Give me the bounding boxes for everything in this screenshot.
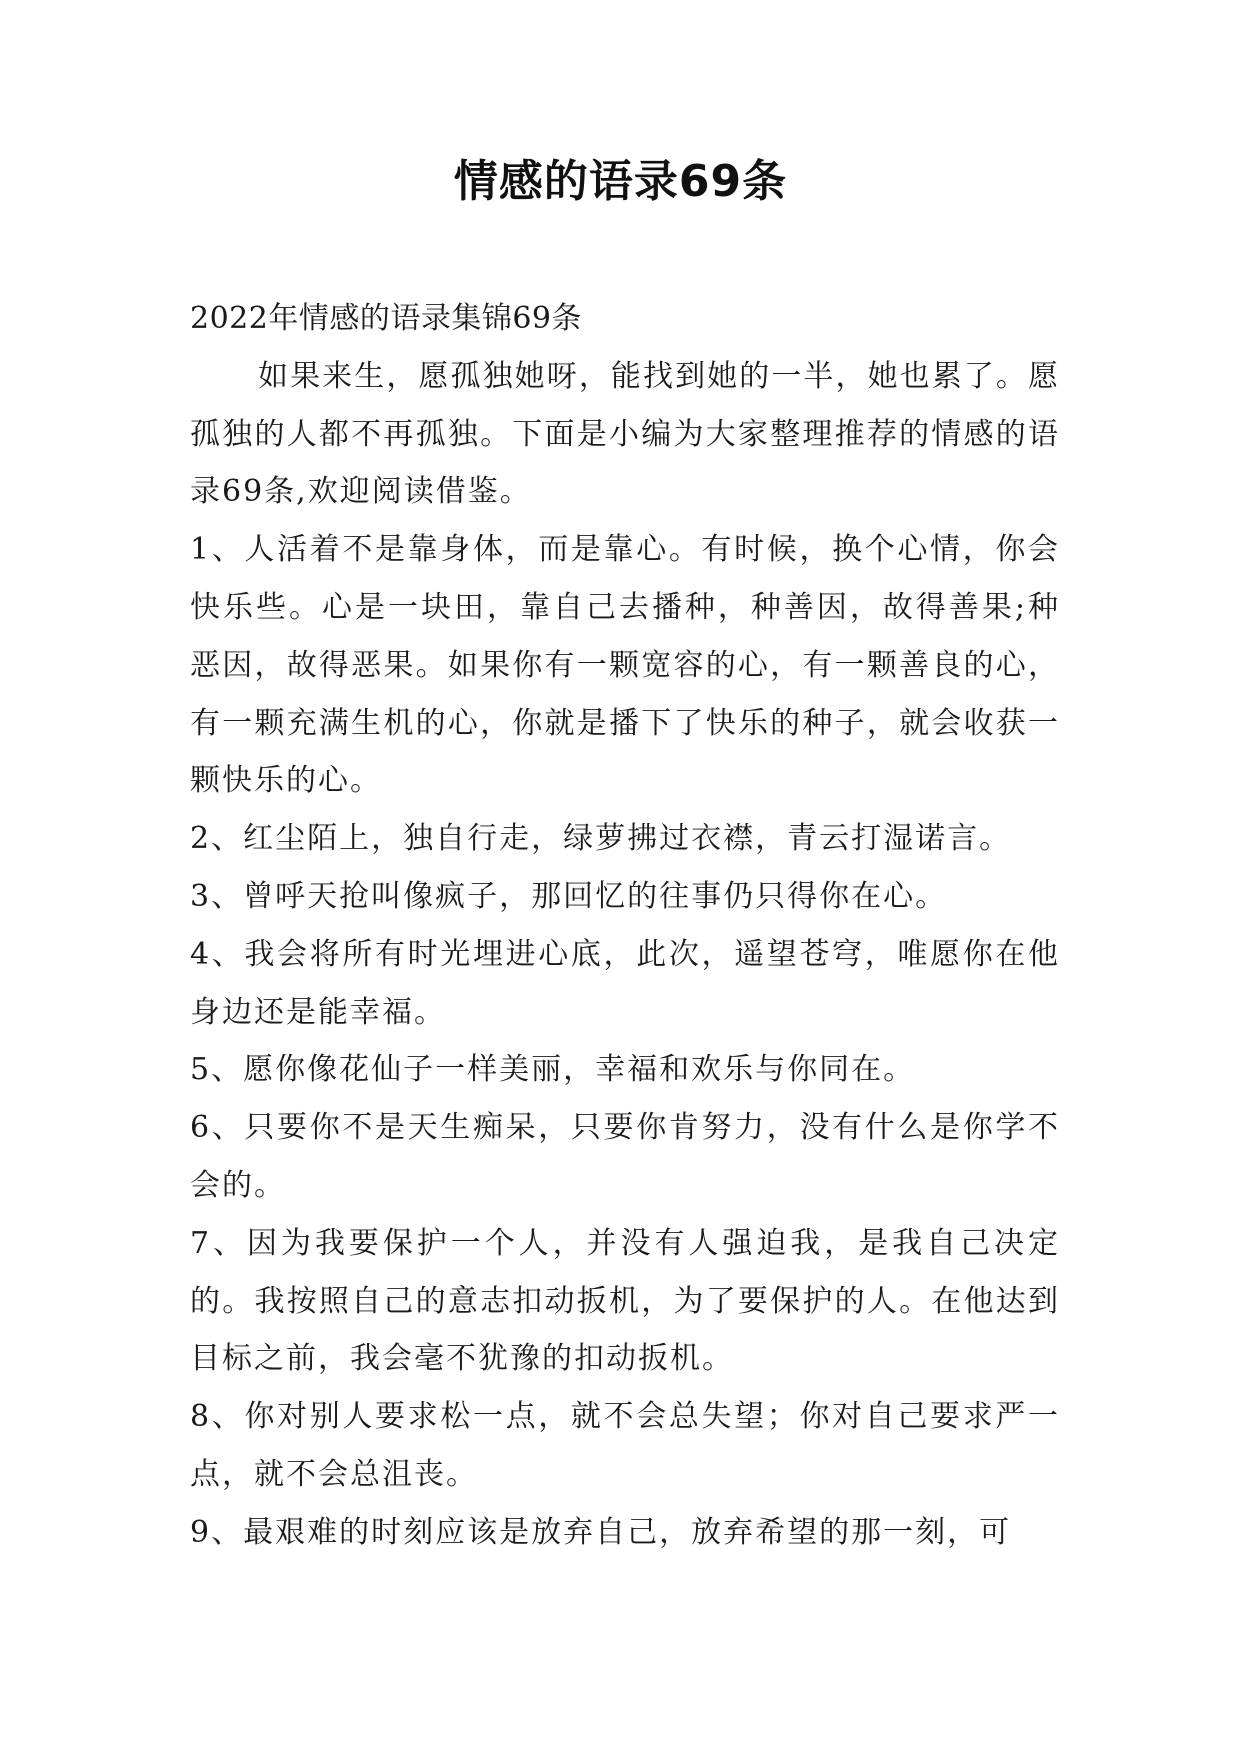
- document-subtitle: 2022年情感的语录集锦69条: [190, 301, 583, 336]
- quote-item-8: 8、你对别人要求松一点，就不会总失望；你对自己要求严一点，就不会总沮丧。: [190, 1399, 1060, 1492]
- quote-item-5: 5、愿你像花仙子一样美丽，幸福和欢乐与你同在。: [190, 1052, 916, 1088]
- document-title: 情感的语录69条: [453, 156, 788, 207]
- quote-item-7: 7、因为我要保护一个人，并没有人强迫我，是我自己决定的。我按照自己的意志扣动扳机，为了要保护的人。在他达到目标之前，我会毫不犹豫的扣动扳机。: [190, 1225, 1060, 1377]
- quote-item-3: 3、曾呼天抢叫像疯子，那回忆的往事仍只得你在心。: [190, 878, 948, 914]
- quote-item-6: 6、只要你不是天生痴呆，只要你肯努力，没有什么是你学不会的。: [190, 1110, 1060, 1203]
- quote-item-2: 2、红尘陌上，独自行走，绿萝拂过衣襟，青云打湿诺言。: [190, 821, 1012, 857]
- quote-item-4: 4、我会将所有时光埋进心底，此次，遥望苍穹，唯愿你在他身边还是能幸福。: [190, 936, 1060, 1030]
- intro-paragraph: 如果来生，愿孤独她呀，能找到她的一半，她也累了。愿孤独的人都不再孤独。下面是小编为大家整理推荐的情感的语录69条,欢迎阅读借鉴。: [190, 358, 1060, 510]
- document-body: [190, 290, 1060, 1562]
- quote-item-9: 9、最艰难的时刻应该是放弃自己，放弃希望的那一刻，可: [190, 1514, 1012, 1550]
- quote-item-1: 1、人活着不是靠身体，而是靠心。有时候，换个心情，你会快乐些。心是一块田，靠自己去播种，种善因，故得善果;种恶因，故得恶果。如果你有一颗宽容的心，有一颗善良的心，有一颗充满生机的心，你就是播下了快乐的种子，就会收获一颗快乐的心。: [190, 532, 1060, 799]
